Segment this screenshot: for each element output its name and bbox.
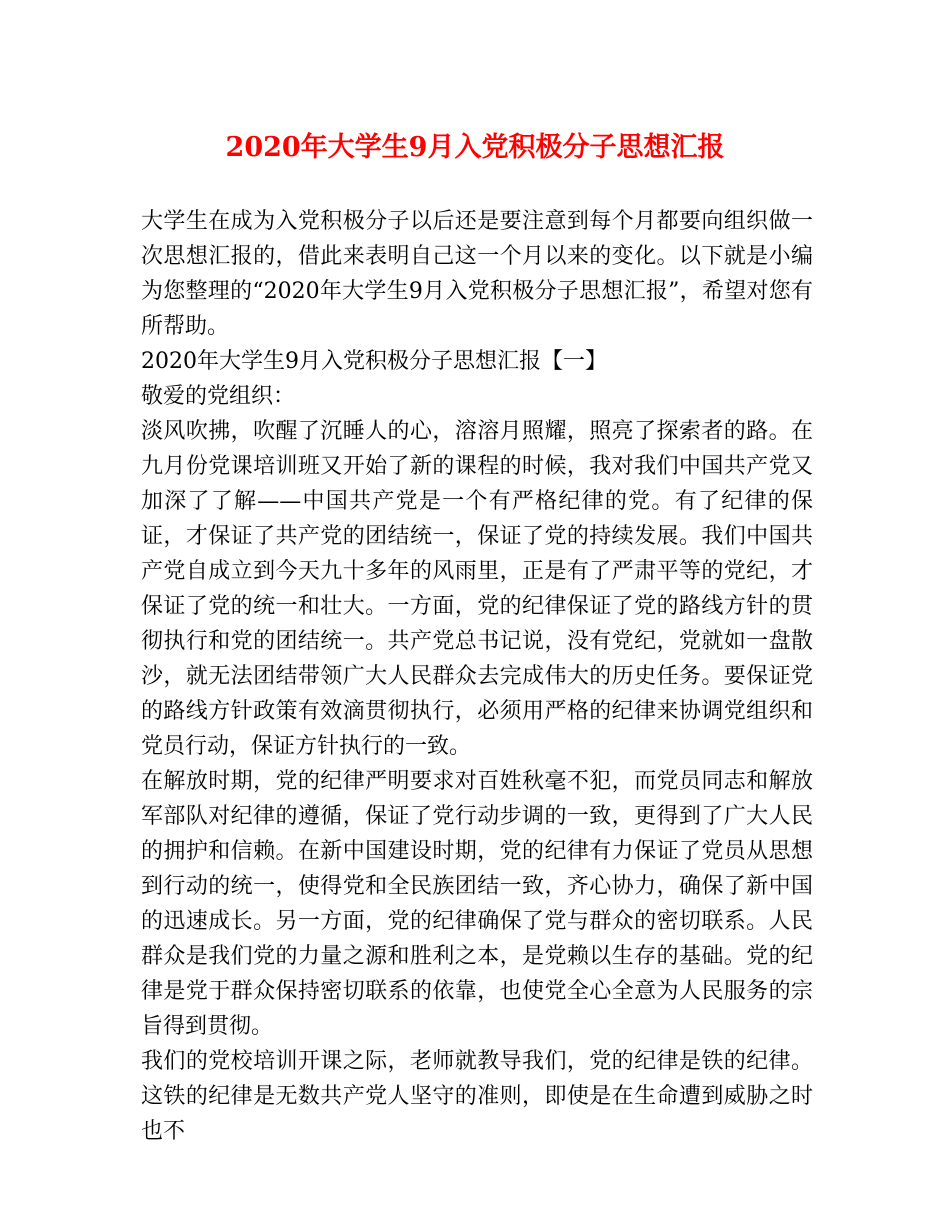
paragraph: 我们的党校培训开课之际，老师就教导我们，党的纪律是铁的纪律。这铁的纪律是无数共产党人坚守的准则，即使是在生命遭到威胁之时也不 (141, 1049, 813, 1144)
document-title: 2020年大学生9月入党积极分子思想汇报 (225, 132, 725, 163)
section-heading: 2020年大学生9月入党积极分子思想汇报【一】 (141, 349, 607, 374)
salutation: 敬爱的党组织： (141, 384, 296, 409)
document-body (141, 204, 813, 1149)
paragraph: 淡风吹拂，吹醒了沉睡人的心，溶溶月照耀，照亮了探索者的路。在九月份党课培训班又开始了新的课程的时候，我对我们中国共产党又加深了了解——中国共产党是一个有严格纪律的党。有了纪律的保证，才保证了共产党的团结统一，保证了党的持续发展。我们中国共产党自成立到今天九十多年的风雨里，正是有了严肃平等的党纪，才保证了党的统一和壮大。一方面，党的纪律保证了党的路线方针的贯彻执行和党的团结统一。共产党总书记说，没有党纪，党就如一盘散沙，就无法团结带领广大人民群众去完成伟大的历史任务。要保证党的路线方针政策有效滴贯彻执行，必须用严格的纪律来协调党组织和党员行动，保证方针执行的一致。 (141, 419, 813, 759)
paragraph-intro: 大学生在成为入党积极分子以后还是要注意到每个月都要向组织做一次思想汇报的，借此来表明自己这一个月以来的变化。以下就是小编为您整理的“2020年大学生9月入党积极分子思想汇报”，希望对您有所帮助。 (141, 209, 813, 339)
paragraph: 在解放时期，党的纪律严明要求对百姓秋毫不犯，而党员同志和解放军部队对纪律的遵循，保证了党行动步调的一致，更得到了广大人民的拥护和信赖。在新中国建设时期，党的纪律有力保证了党员从思想到行动的统一，使得党和全民族团结一致，齐心协力，确保了新中国的迅速成长。另一方面，党的纪律确保了党与群众的密切联系。人民群众是我们党的力量之源和胜利之本，是党赖以生存的基础。党的纪律是党于群众保持密切联系的依靠，也使党全心全意为人民服务的宗旨得到贯彻。 (141, 769, 813, 1039)
